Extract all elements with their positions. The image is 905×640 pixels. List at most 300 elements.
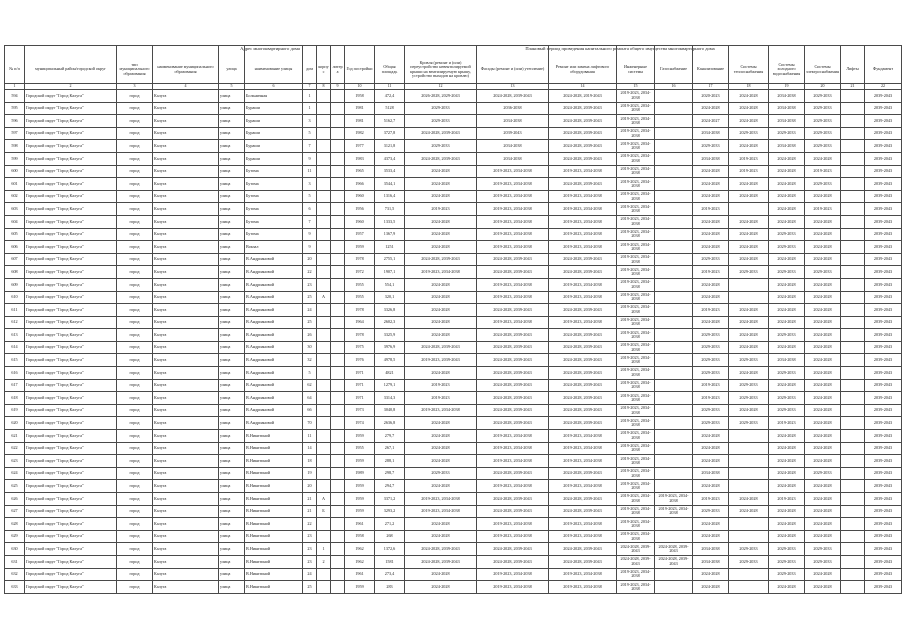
table-cell: город [117, 102, 153, 115]
table-cell: 2029-2033 [405, 115, 477, 128]
table-cell [655, 530, 693, 543]
table-cell: 2019-2023 [805, 203, 841, 216]
table-cell [317, 140, 331, 153]
table-cell: Калуга [153, 140, 219, 153]
table-cell: город [117, 278, 153, 291]
table-cell: 2039-2043 [865, 581, 902, 594]
table-cell: 2024-2028, 2039-2043 [549, 543, 617, 556]
table-cell: город [117, 215, 153, 228]
table-cell [655, 417, 693, 430]
table-cell: 2024-2028 [769, 505, 805, 518]
table-row [5, 115, 902, 128]
table-cell: 64 [303, 392, 317, 405]
table-cell: 2019-2023, 2034-2038 [617, 253, 655, 266]
table-cell: 7 [303, 140, 317, 153]
table-cell: 2024-2028 [693, 190, 729, 203]
table-cell: В.Никитиной [245, 455, 303, 468]
table-cell: 1251 [375, 241, 405, 254]
table-cell [331, 241, 345, 254]
table-cell: 2024-2028 [729, 140, 769, 153]
table-cell: 2024-2028, 2039-2043 [549, 367, 617, 380]
table-cell: 9 [303, 228, 317, 241]
column-header: Общая площадь [375, 46, 405, 84]
table-cell: 2755,1 [375, 253, 405, 266]
table-cell: В.Андриановой [245, 354, 303, 367]
table-cell: 2024-2028, 2039-2043 [477, 505, 549, 518]
table-cell [841, 152, 865, 165]
table-cell: 472,4 [375, 90, 405, 103]
table-cell: 2024-2028 [693, 278, 729, 291]
column-number: 8 [317, 84, 331, 90]
table-cell: 2029-2033 [769, 266, 805, 279]
table-cell: улица [219, 102, 245, 115]
table-cell: 2019-2023, 2034-2038 [617, 480, 655, 493]
table-cell: 1971 [345, 379, 375, 392]
table-cell: 2019-2023, 2034-2038 [477, 518, 549, 531]
column-header: Кровля (ремонт и (или) переустройство невентилируемой крыши на вентилируемую крышу, устройство выходов на кровлю) [405, 46, 477, 84]
table-cell: 1960 [345, 190, 375, 203]
table-cell: город [117, 417, 153, 430]
table-cell: Городской округ "Город Калуга" [25, 379, 117, 392]
table-cell: 603 [5, 203, 25, 216]
table-cell: 628 [5, 518, 25, 531]
table-cell: 2024-2028, 2039-2043 [549, 505, 617, 518]
table-cell: 1981 [345, 115, 375, 128]
table-cell: Бураши [245, 152, 303, 165]
table-cell: 1279,1 [375, 379, 405, 392]
table-cell: 2019-2023, 2034-2038 [549, 215, 617, 228]
table-cell: 1982 [345, 127, 375, 140]
table-cell: 595 [5, 102, 25, 115]
table-cell: 1959 [345, 480, 375, 493]
table-cell: 2039-2043 [865, 304, 902, 317]
table-cell: Калуга [153, 228, 219, 241]
table-cell: Калуга [153, 304, 219, 317]
table-cell: 622 [5, 442, 25, 455]
table-cell: В.Никитиной [245, 543, 303, 556]
table-cell [331, 140, 345, 153]
table-cell: 2024-2028 [769, 190, 805, 203]
table-cell: 21 [303, 505, 317, 518]
table-cell: Городской округ "Город Калуга" [25, 480, 117, 493]
table-cell: Городской округ "Город Калуга" [25, 90, 117, 103]
table-cell: В.Андриановой [245, 278, 303, 291]
table-cell: 2024-2028, 2039-2043 [477, 253, 549, 266]
table-cell [841, 430, 865, 443]
column-number: 2 [25, 84, 117, 90]
table-cell [331, 278, 345, 291]
table-cell: улица [219, 203, 245, 216]
table-cell: улица [219, 568, 245, 581]
table-cell: 2024-2028, 2039-2043 [477, 555, 549, 568]
table-cell [729, 430, 769, 443]
table-cell: 611 [5, 304, 25, 317]
table-cell: 617 [5, 379, 25, 392]
table-cell: 554,1 [375, 278, 405, 291]
table-cell: 1 [317, 543, 331, 556]
table-cell: 2019-2023, 2034-2038 [477, 241, 549, 254]
table-cell: Калуга [153, 505, 219, 518]
table-cell: В.Андриановой [245, 417, 303, 430]
column-number: 20 [805, 84, 841, 90]
table-cell: город [117, 404, 153, 417]
table-cell: А [317, 291, 331, 304]
table-cell: 2019-2023, 2034-2038 [477, 530, 549, 543]
table-cell [841, 493, 865, 506]
table-cell: 3 [303, 178, 317, 191]
table-cell: 2029-2033 [693, 140, 729, 153]
table-cell [841, 341, 865, 354]
table-cell: 2019-2023, 2034-2038 [549, 442, 617, 455]
table-cell: 2039-2043 [865, 165, 902, 178]
table-cell: 626 [5, 493, 25, 506]
table-cell: Городской округ "Город Калуга" [25, 203, 117, 216]
table-cell: В.Никитиной [245, 555, 303, 568]
table-cell [841, 581, 865, 594]
table-cell: 2019-2023, 2034-2038 [477, 203, 549, 216]
table-row [5, 404, 902, 417]
table-cell [331, 442, 345, 455]
table-cell: улица [219, 442, 245, 455]
table-cell: 2024-2028 [769, 165, 805, 178]
table-cell: Калуга [153, 493, 219, 506]
table-cell: 2024-2028 [769, 291, 805, 304]
table-cell: 2019-2023, 2034-2038 [617, 291, 655, 304]
table-cell: Городской округ "Город Калуга" [25, 404, 117, 417]
table-cell: 271,2 [375, 518, 405, 531]
table-cell: улица [219, 367, 245, 380]
table-cell: 2024-2028 [729, 493, 769, 506]
table-cell [841, 102, 865, 115]
table-cell [655, 442, 693, 455]
table-cell: улица [219, 530, 245, 543]
table-cell [317, 430, 331, 443]
table-cell: 2024-2028 [405, 518, 477, 531]
table-cell: 2024-2028 [769, 316, 805, 329]
table-cell: 2029-2033 [805, 102, 841, 115]
table-cell [655, 518, 693, 531]
table-cell: 2019-2023, 2034-2038 [405, 266, 477, 279]
table-cell: 1955 [345, 291, 375, 304]
table-cell: 3 [303, 115, 317, 128]
column-number: 3 [117, 84, 153, 90]
table-cell: Калуга [153, 568, 219, 581]
table-cell: Калуга [153, 392, 219, 405]
table-cell: 2024-2028 [405, 316, 477, 329]
table-cell: 2034-2038 [477, 152, 549, 165]
table-cell: 2024-2028, 2039-2043 [549, 152, 617, 165]
table-cell: В.Никитиной [245, 442, 303, 455]
table-cell: 2019-2023, 2034-2038 [617, 530, 655, 543]
table-cell: 2024-2028, 2039-2043 [405, 341, 477, 354]
table-cell: улица [219, 581, 245, 594]
table-cell: 606 [5, 241, 25, 254]
table-cell: Калуга [153, 241, 219, 254]
table-row [5, 543, 902, 556]
table-cell: Калуга [153, 215, 219, 228]
table-cell: 2024-2028 [769, 304, 805, 317]
table-cell: 2019-2023, 2034-2038 [617, 442, 655, 455]
table-cell: 2024-2028 [693, 442, 729, 455]
table-cell: город [117, 304, 153, 317]
table-cell: 610 [5, 291, 25, 304]
table-cell: 3727,8 [375, 127, 405, 140]
table-cell: 623 [5, 455, 25, 468]
table-cell: 4978,5 [375, 354, 405, 367]
table-cell: 2019-2023, 2034-2038 [617, 505, 655, 518]
table-row [5, 241, 902, 254]
column-number: 11 [375, 84, 405, 90]
table-cell: Городской округ "Город Калуга" [25, 253, 117, 266]
table-cell: В.Андриановой [245, 304, 303, 317]
table-cell: 22 [303, 518, 317, 531]
table-cell: 2024-2028 [805, 442, 841, 455]
table-cell: 3293,2 [375, 505, 405, 518]
table-cell: 614 [5, 341, 25, 354]
table-cell [331, 316, 345, 329]
table-cell: 601 [5, 178, 25, 191]
table-cell: 2024-2028 [729, 215, 769, 228]
repair-period-group-header: Плановый период проведения капитального ремонта общего имущества многоквартирного дома [525, 46, 715, 51]
table-cell: 2019-2023, 2034-2038 [617, 228, 655, 241]
table-cell: 2019-2023, 2034-2038 [549, 190, 617, 203]
table-cell: 2019-2023, 2034-2038 [477, 291, 549, 304]
table-cell [841, 253, 865, 266]
table-cell: 632 [5, 568, 25, 581]
table-cell: 2019-2023, 2034-2038 [617, 518, 655, 531]
table-cell: город [117, 90, 153, 103]
column-number: 18 [729, 84, 769, 90]
table-cell: В.Андриановой [245, 367, 303, 380]
table-cell: 5128 [375, 102, 405, 115]
table-cell [331, 581, 345, 594]
table-cell: В.Андриановой [245, 291, 303, 304]
table-cell: 1962 [345, 543, 375, 556]
table-cell: 2029-2033 [769, 241, 805, 254]
table-cell: 602 [5, 190, 25, 203]
table-cell: 2019-2023, 2034-2038 [617, 278, 655, 291]
table-cell: 2019-2023, 2034-2038 [477, 442, 549, 455]
table-cell [841, 367, 865, 380]
table-cell [331, 304, 345, 317]
table-cell: Городской округ "Город Калуга" [25, 530, 117, 543]
table-cell: город [117, 165, 153, 178]
table-cell: 3325,9 [375, 329, 405, 342]
table-cell: 2024-2028 [769, 152, 805, 165]
table-cell [655, 316, 693, 329]
table-cell [841, 442, 865, 455]
table-cell [331, 379, 345, 392]
table-cell: 1 [303, 90, 317, 103]
table-cell: 598 [5, 140, 25, 153]
table-cell: 2024-2028 [769, 442, 805, 455]
table-cell: город [117, 190, 153, 203]
table-cell [841, 379, 865, 392]
table-row [5, 480, 902, 493]
table-cell: улица [219, 555, 245, 568]
table-cell: 2029-2033 [693, 341, 729, 354]
table-cell: 2039-2043 [865, 341, 902, 354]
table-cell: город [117, 442, 153, 455]
table-cell: 2019-2023, 2034-2038 [617, 379, 655, 392]
table-body [5, 90, 902, 594]
table-cell: 631 [5, 555, 25, 568]
table-cell: 2024-2028 [693, 581, 729, 594]
table-cell [841, 215, 865, 228]
column-header: наименование улицы [245, 46, 303, 84]
table-cell: 2024-2028 [805, 430, 841, 443]
table-cell: 20 [303, 480, 317, 493]
table-row [5, 102, 902, 115]
table-row [5, 568, 902, 581]
table-cell: 2019-2023 [693, 304, 729, 317]
table-cell: 2039-2043 [477, 127, 549, 140]
table-cell [317, 329, 331, 342]
column-number: 14 [549, 84, 617, 90]
table-cell: 2034-2038 [769, 354, 805, 367]
table-cell: 2034-2038 [693, 543, 729, 556]
table-cell: улица [219, 241, 245, 254]
table-cell: 2026-2028, 2029-2043 [405, 90, 477, 103]
table-cell [655, 127, 693, 140]
table-cell: 2039-2043 [865, 518, 902, 531]
table-cell [655, 165, 693, 178]
table-cell: улица [219, 341, 245, 354]
table-cell [331, 455, 345, 468]
table-cell [655, 354, 693, 367]
table-cell: 616 [5, 367, 25, 380]
table-cell: город [117, 455, 153, 468]
table-cell: 2024-2028 [693, 518, 729, 531]
table-cell: 2024-2028, 2039-2043 [477, 354, 549, 367]
table-cell: 2029-2033 [693, 329, 729, 342]
table-cell: улица [219, 518, 245, 531]
table-cell: 2029-2033 [805, 543, 841, 556]
column-number: 16 [655, 84, 693, 90]
column-number: 7 [303, 84, 317, 90]
table-cell: Калуга [153, 518, 219, 531]
table-cell [655, 178, 693, 191]
table-row [5, 190, 902, 203]
table-cell: 2024-2028, 2039-2043 [405, 127, 477, 140]
column-header: Газоснабжение [655, 46, 693, 84]
table-cell: 23 [303, 555, 317, 568]
table-cell: город [117, 430, 153, 443]
table-cell: 2019-2023 [693, 493, 729, 506]
table-cell [841, 266, 865, 279]
table-cell: 2019-2023, 2034-2038 [617, 203, 655, 216]
table-cell: 3976,9 [375, 341, 405, 354]
table-cell: город [117, 152, 153, 165]
table-cell: 2019-2023, 2034-2038 [617, 152, 655, 165]
table-cell: В.Никитиной [245, 430, 303, 443]
table-row [5, 442, 902, 455]
table-cell [331, 354, 345, 367]
table-cell: город [117, 341, 153, 354]
table-cell: Калуга [153, 455, 219, 468]
table-cell: 1957 [345, 228, 375, 241]
table-cell: 2039-2043 [865, 241, 902, 254]
table-cell: 609 [5, 278, 25, 291]
table-cell: 2024-2028 [769, 581, 805, 594]
table-cell: город [117, 379, 153, 392]
column-header: № п/п [5, 46, 25, 84]
table-cell: 1975 [345, 341, 375, 354]
table-cell: 2024-2028 [693, 430, 729, 443]
table-cell [841, 115, 865, 128]
column-header-row [5, 46, 902, 84]
table-cell: 2029-2033 [693, 404, 729, 417]
table-cell: 2039-2043 [865, 467, 902, 480]
table-cell: Городской округ "Город Калуга" [25, 354, 117, 367]
table-cell: город [117, 530, 153, 543]
table-cell: 596 [5, 115, 25, 128]
table-cell [655, 266, 693, 279]
table-cell: 1989 [345, 467, 375, 480]
table-cell: 2024-2028 [405, 417, 477, 430]
table-cell: 2019-2023, 2034-2038 [655, 493, 693, 506]
table-cell: 2024-2028 [729, 253, 769, 266]
table-cell: 279,7 [375, 430, 405, 443]
table-cell: Калуга [153, 442, 219, 455]
table-cell: 2034-2038 [693, 555, 729, 568]
table-cell: 3314,3 [375, 392, 405, 405]
table-cell: 2024-2028 [729, 115, 769, 128]
table-row [5, 203, 902, 216]
table-cell [841, 241, 865, 254]
table-cell [729, 581, 769, 594]
table-cell: 3544,1 [375, 178, 405, 191]
table-cell: 2024-2028 [729, 102, 769, 115]
table-cell: 2019-2023, 2034-2038 [617, 417, 655, 430]
table-cell: Бураши [245, 115, 303, 128]
table-cell [331, 417, 345, 430]
table-cell: 9 [303, 241, 317, 254]
table-cell: 2019-2023, 2034-2038 [617, 90, 655, 103]
table-cell: 1961 [345, 518, 375, 531]
table-cell: 2039-2043 [865, 152, 902, 165]
table-cell: 2024-2028 [805, 518, 841, 531]
table-cell: улица [219, 480, 245, 493]
table-cell: улица [219, 228, 245, 241]
column-header: корпус [317, 46, 331, 84]
table-cell [655, 467, 693, 480]
table-cell: город [117, 480, 153, 493]
table-cell: В.Никитиной [245, 581, 303, 594]
table-cell [841, 329, 865, 342]
table-cell: 2019-2023, 2034-2038 [617, 581, 655, 594]
table-cell [331, 203, 345, 216]
table-cell: Больничная [245, 90, 303, 103]
table-cell: 2019-2023 [729, 152, 769, 165]
table-cell [317, 455, 331, 468]
table-cell: 2024-2028, 2039-2043 [549, 266, 617, 279]
table-cell: 9 [303, 152, 317, 165]
table-cell [317, 178, 331, 191]
column-header: Канализование [693, 46, 729, 84]
table-cell: 2039-2043 [865, 417, 902, 430]
table-cell: Калуга [153, 278, 219, 291]
table-cell: 2039-2043 [865, 505, 902, 518]
table-cell: 32 [303, 354, 317, 367]
table-cell: 2019-2023 [405, 379, 477, 392]
column-number: 10 [345, 84, 375, 90]
table-cell: 2019-2023, 2034-2038 [617, 455, 655, 468]
table-cell: 2029-2033 [729, 392, 769, 405]
table-cell: Калуга [153, 115, 219, 128]
table-cell: Калуга [153, 266, 219, 279]
table-cell [841, 90, 865, 103]
